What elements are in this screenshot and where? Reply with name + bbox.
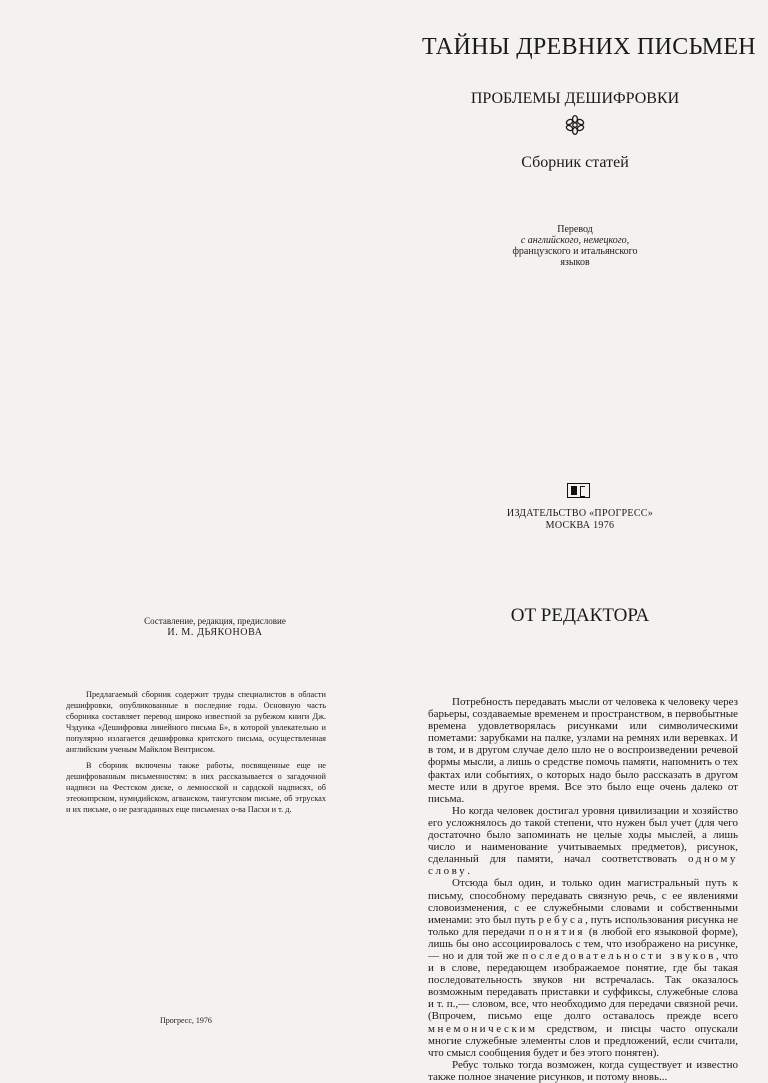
text-run: Отсюда был один, и только один магистральный путь к письму, способному передавать связную речь, с ее явлениями словоизменения, с ее служебными словами и собственными именами: это был путь [428, 877, 738, 926]
text-run: средством, и писцы часто опускали многие служебные элементы слов и предложений, если считали, что смысл сообщения будет и без этого понятен). [428, 1022, 739, 1059]
body-paragraph [428, 877, 738, 1058]
flower-ornament-icon [565, 114, 585, 136]
annotation-paragraph: Предлагаемый сборник содержит труды специалистов в области дешифровки, опубликованные в последние годы. Основную часть сборника составляет перевод широко известной за рубежом книги Дж. Чэдуика «Дешифровка линейного письма Б», в которой увлекательно и популярно излагается дешифровка критского письма, осуществленная английским ученым Майклом Вентрисом. [66, 690, 326, 754]
translation-note [490, 224, 660, 268]
translation-line: с английского, немецкого, [520, 235, 630, 246]
spaced-emphasis: одному слову [428, 853, 738, 878]
body-paragraph: Ребус только тогда возможен, когда существует и известно также полное значение рисунков, и потому вновь... [428, 1058, 738, 1083]
spaced-emphasis: понятия [528, 925, 586, 938]
publisher-place-year: МОСКВА 1976 [545, 520, 615, 531]
preface-body [428, 696, 738, 1083]
body-paragraph [428, 805, 738, 878]
section-heading: ОТ РЕДАКТОРА [510, 605, 650, 626]
text-run: , что и в слове, передающем изображаемое понятие, где бы такая последовательность звуков ни встречалась. Так оказалось возможным передавать приставки и суффиксы, служебные слова и т. п.,— словом, все, что необходимо для передачи связной речи. (Впрочем, письмо еще долго оставалось прежде всего [428, 949, 739, 1023]
collection-label: Сборник статей [521, 154, 629, 171]
translation-line: Перевод [557, 224, 593, 235]
footer-imprint: Прогресс, 1976 [160, 1016, 212, 1025]
compiler-name: И. М. ДЬЯКОНОВА [167, 627, 263, 638]
text-run: . [467, 865, 470, 878]
publisher-block [495, 508, 665, 532]
spaced-emphasis: ребуса [538, 913, 586, 926]
translation-line: языков [560, 257, 590, 268]
body-paragraph: Потребность передавать мысли от человека к человеку через барьеры, создаваемые временем и пространством, в первобытные времена удовлетворялась рисунками или символическими пометами: зарубками на палке, узлами на ремнях или веревках. И в том, и в другом случае дело шло не о воспроизведении речевой формы мысли, а лишь о средстве помочь памяти, напомнить о тех фактах или событиях, о которых надо было рассказать в другом месте или в другое время. Все это было еще очень далеко от письма. [428, 696, 738, 805]
book-subtitle: ПРОБЛЕМЫ ДЕШИФРОВКИ [470, 90, 680, 107]
text-run: , путь использования рисунка не только для передачи [428, 913, 738, 938]
spaced-emphasis: мнемоническим [428, 1022, 538, 1035]
publisher-logo-icon [567, 483, 590, 498]
translation-line: французского и итальянского [512, 246, 638, 257]
text-run: (в любой его языковой форме), лишь бы оно ассоциировалось с тем, что изображено на рисунке,— но и для той же [428, 925, 739, 962]
compiled-by-label: Составление, редакция, предисловие [144, 616, 286, 626]
spaced-emphasis: последовательности звуков [522, 949, 716, 962]
book-title: ТАЙНЫ ДРЕВНИХ ПИСЬМЕН [422, 34, 756, 60]
annotation [66, 690, 326, 816]
publisher-name: ИЗДАТЕЛЬСТВО «ПРОГРЕСС» [506, 508, 654, 519]
annotation-paragraph: В сборник включены также работы, посвященные еще не дешифрованным письменностям: в них рассказывается о загадочной надписи на Фестском диске, о лемносской и сардской надписях, об этеокипрском, нумидийском, агванском, тангутском письме, об этрусках и их письме, о не разгаданных еще письменах о-ва Пасхи и т. д. [66, 761, 326, 815]
text-run: Но когда человек достигал уровня цивилизации и хозяйство его усложнялось до такой степени, что нужен был учет (для чего достаточно было запоминать не целые ходы мыслей, а лишь число и наименование учитываемых предметов), рисунок, сделанный для памяти, начал соответствовать [428, 804, 738, 866]
